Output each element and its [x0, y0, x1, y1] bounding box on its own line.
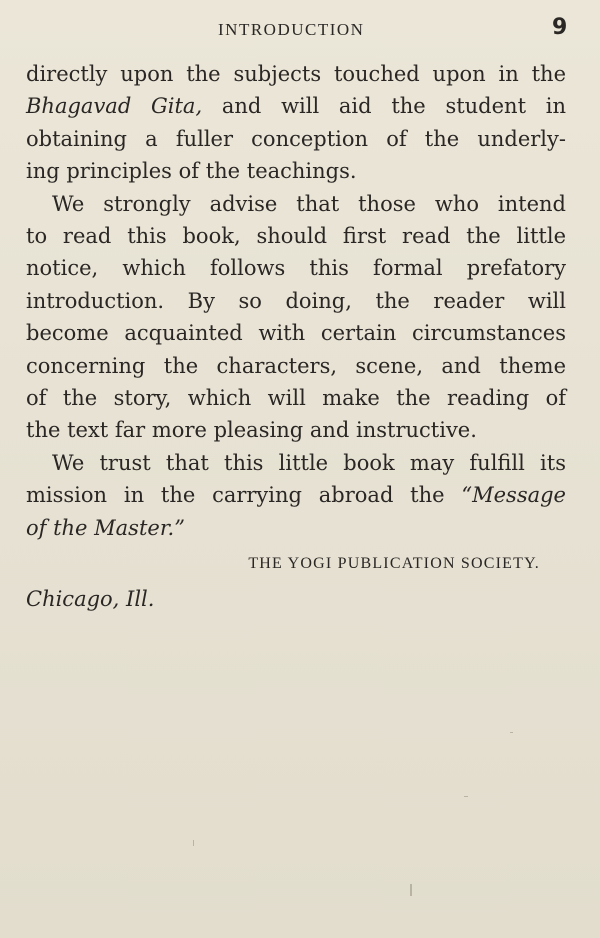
running-head	[0, 15, 600, 44]
text-line: obtaining a fuller conception of the underly-	[26, 126, 566, 151]
text-line	[26, 479, 566, 511]
text-line: concerning the characters, scene, and theme	[26, 353, 566, 378]
page-number: 9	[552, 15, 568, 40]
paper-speck	[510, 732, 513, 733]
text-line: We strongly advise that those who intend	[52, 191, 566, 216]
text-line: ing principles of the teachings.	[26, 159, 357, 184]
text-line: the text far more pleasing and instructive.	[26, 418, 477, 443]
paper-speck	[193, 840, 194, 846]
text-line: of the Master.”	[26, 515, 185, 540]
italic-quote: “Message	[461, 483, 566, 508]
text-line: directly upon the subjects touched upon in the	[26, 62, 566, 86]
text-line	[26, 90, 566, 122]
text-fragment: mission in the carrying abroad the	[26, 483, 462, 508]
text-line: introduction. By so doing, the reader will	[26, 288, 566, 313]
text-line: notice, which follows this formal prefatory	[26, 256, 566, 281]
publisher-signature: THE YOGI PUBLICATION SOCIETY.	[248, 555, 540, 573]
text-line: to read this book, should first read the little	[26, 224, 566, 249]
paper-speck	[464, 796, 468, 797]
text-line: We trust that this little book may fulfill its	[52, 450, 566, 475]
text-line: of the story, which will make the reading of	[26, 386, 566, 411]
body-text	[26, 58, 566, 615]
paper-speck	[410, 884, 412, 896]
running-title: INTRODUCTION	[218, 20, 365, 39]
place-line: Chicago, Ill.	[26, 586, 155, 611]
text-fragment: and will aid the student in	[202, 94, 566, 119]
italic-title: Bhagavad Gita,	[26, 94, 203, 119]
text-line: become acquainted with certain circumstances	[26, 321, 566, 346]
